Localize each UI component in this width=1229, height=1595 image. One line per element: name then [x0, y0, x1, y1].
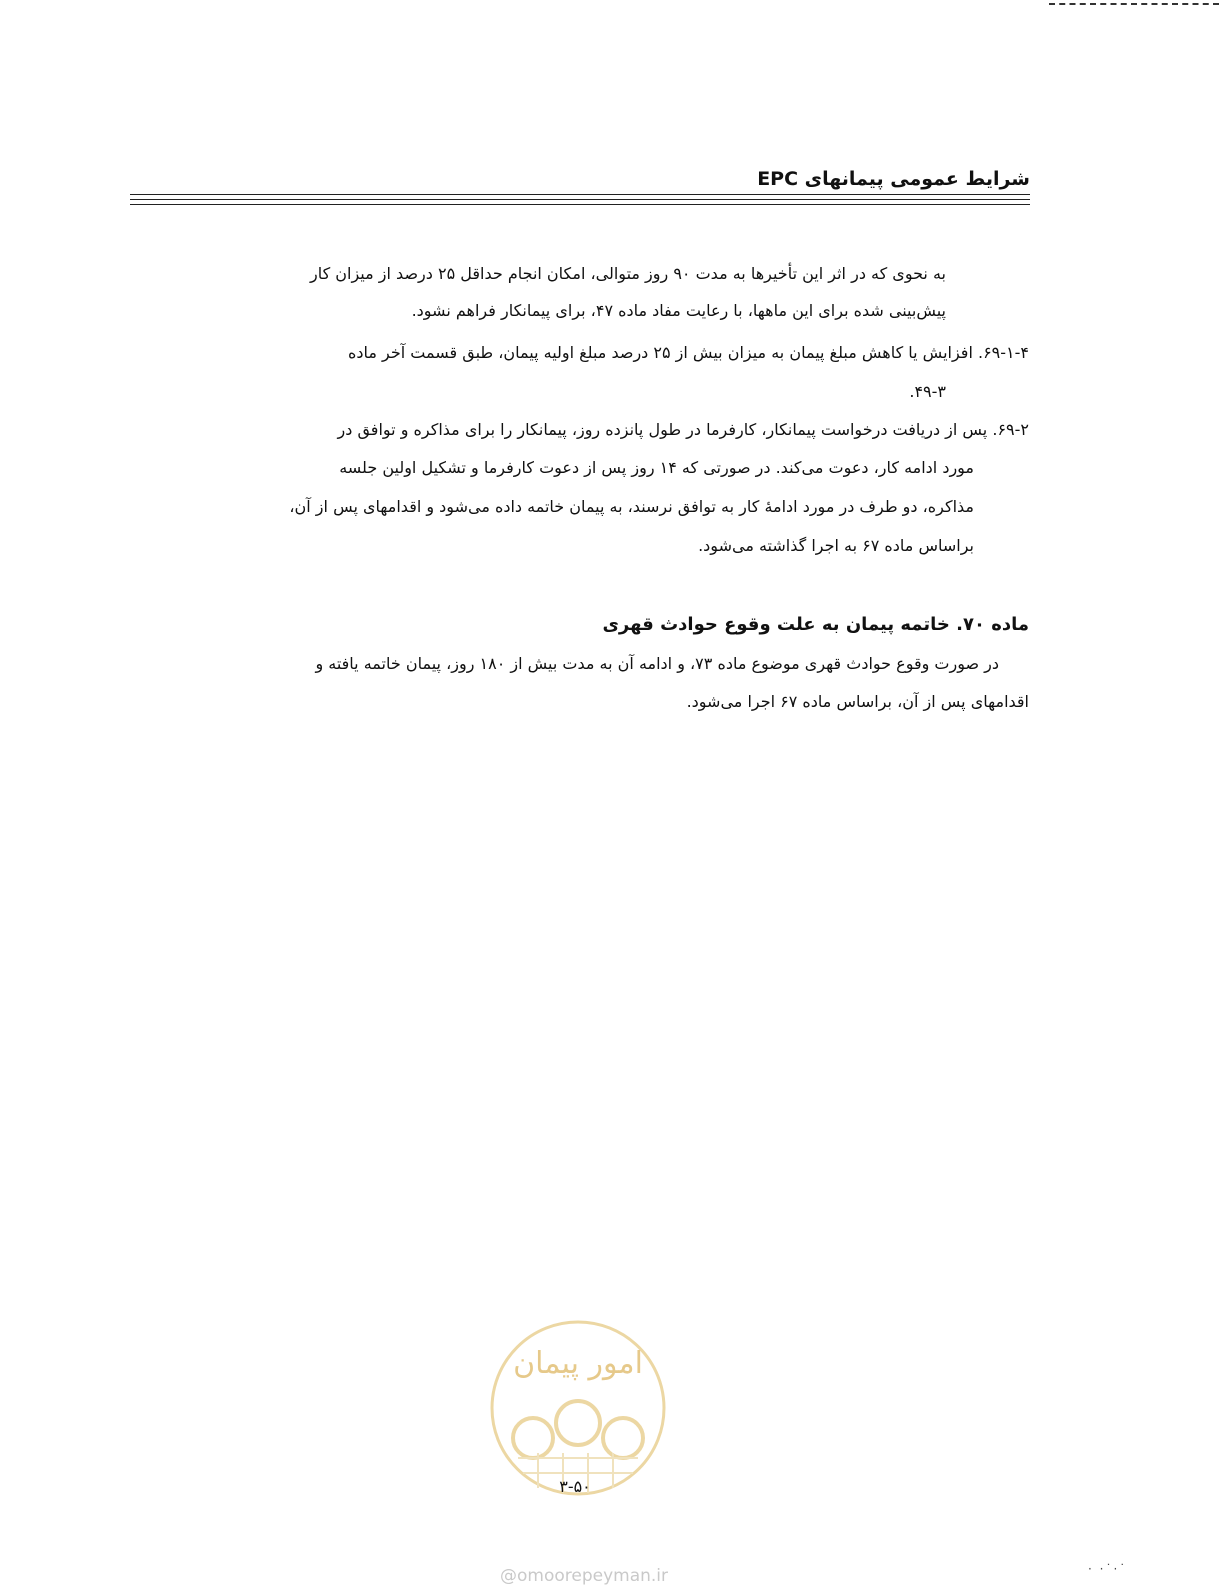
header-title: شرایط عمومی پیمانهای EPC [757, 168, 1030, 190]
running-header [130, 168, 1030, 208]
clause-69-2: ۶۹-۲. پس از دریافت درخواست پیمانکار، کارفرما در طول پانزده روز، پیمانکار را برای مذاکره و توافق در [337, 420, 1029, 439]
clause-69-1-4: ۶۹-۱-۴. افزایش یا کاهش مبلغ پیمان به میزان بیش از ۲۵ درصد مبلغ اولیه پیمان، طبق قسمت آخر ماده [347, 343, 1029, 362]
paragraph-line: مذاکره، دو طرف در مورد ادامهٔ کار به توافق نرسند، به پیمان خاتمه داده می‌شود و اقدامهای پس از آن، [289, 497, 974, 516]
header-rule-bottom [130, 204, 1030, 205]
paragraph-line: اقدامهای پس از آن، براساس ماده ۶۷ اجرا می‌شود. [686, 692, 1029, 711]
scan-specks: · ·˙·˙ [1088, 1562, 1128, 1576]
paragraph-line: به نحوی که در اثر این تأخیرها به مدت ۹۰ روز متوالی، امکان انجام حداقل ۲۵ درصد از میزان کار [309, 264, 946, 283]
watermark-site: @omoorepeyman.ir [500, 1566, 669, 1586]
paragraph-line: پیش‌بینی شده برای این ماهها، با رعایت مفاد ماده ۴۷، برای پیمانکار فراهم نشود. [411, 301, 946, 320]
scan-marks [1049, 3, 1219, 8]
watermark-text: امور پیمان [513, 1346, 643, 1381]
watermark-logo [488, 1318, 668, 1498]
paragraph-line: ۴۹-۳. [909, 382, 946, 401]
page-number: ۳-۵۰ [559, 1477, 591, 1496]
header-rule-middle [130, 199, 1030, 200]
article-70-heading: ماده ۷۰. خاتمه پیمان به علت وقوع حوادث قهری [602, 614, 1029, 635]
paragraph-line: مورد ادامه کار، دعوت می‌کند. در صورتی که ۱۴ روز پس از دعوت کارفرما و تشکیل اولین جلسه [339, 458, 974, 477]
gear-icon [513, 1401, 643, 1458]
paragraph-line: در صورت وقوع حوادث قهری موضوع ماده ۷۳، و ادامه آن به مدت بیش از ۱۸۰ روز، پیمان خاتمه یافته و [315, 654, 999, 673]
header-rule-top [130, 194, 1030, 195]
paragraph-line: براساس ماده ۶۷ به اجرا گذاشته می‌شود. [698, 536, 974, 555]
